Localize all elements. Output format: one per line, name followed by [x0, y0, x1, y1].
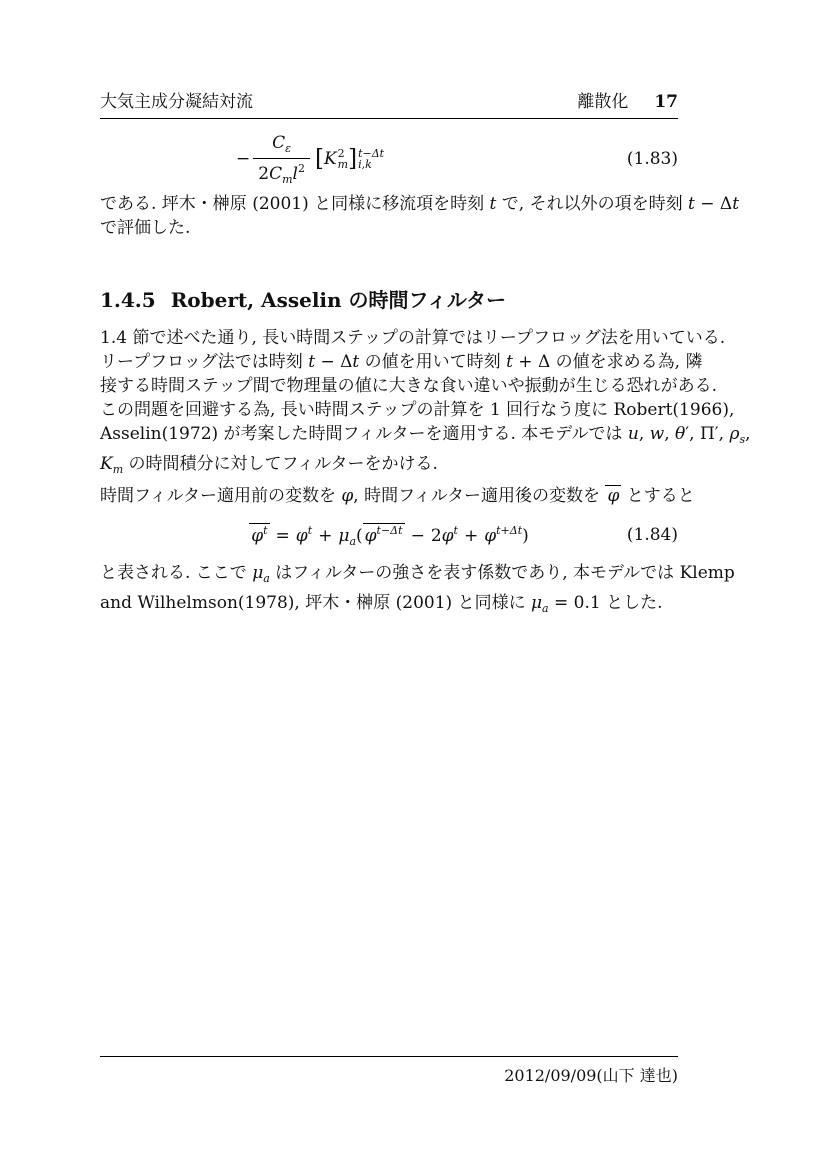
coefficient-two: 2	[430, 525, 442, 546]
section-title: Robert, Asselin の時間フィルター	[170, 288, 507, 312]
phi-variable: φ	[251, 525, 264, 546]
filtered-phi-lhs	[249, 523, 269, 547]
k-variable: K	[323, 149, 337, 169]
plus-sign: +	[318, 525, 333, 546]
phi-superscript: t	[263, 523, 268, 537]
k-superscript: 2	[337, 147, 345, 160]
text-line: and Wilhelmson(1978), 坪木・榊原 (2001) と同様に $\mu_a = 0.1$ とした.	[100, 593, 663, 615]
paragraph-evaluation	[100, 192, 740, 240]
header-page-number: 17	[654, 92, 678, 112]
index-subscript: i,k	[358, 158, 372, 171]
header-right	[577, 87, 678, 112]
phi-superscript: t−Δt	[376, 523, 403, 537]
text-line: リープフロッグ法では時刻 t − Δt の値を用いて時刻 t + Δ の値を求める為, 隣	[100, 352, 703, 372]
fraction-denominator: $2C_ml^2$	[253, 158, 310, 186]
mu-coefficient: μ	[338, 525, 350, 546]
phi-variable: φ	[441, 525, 454, 546]
bracket-scripts	[358, 148, 384, 170]
k-variable-scripts	[338, 148, 348, 170]
equation-1-83	[100, 132, 678, 186]
paragraph-mu-coefficient	[100, 561, 735, 621]
filtered-phi-prev	[363, 523, 405, 547]
section-heading-1-4-5	[100, 284, 506, 313]
phi-variable: φ	[484, 525, 497, 546]
phi-superscript: t	[453, 523, 458, 537]
mu-subscript: a	[349, 534, 356, 548]
phi-variable: φ	[364, 525, 377, 546]
text-line: $K_m$ の時間積分に対してフィルターをかける.	[100, 454, 438, 476]
text-line: この問題を回避する為, 長い時間ステップの計算を 1 回行なう度に Robert(1966),	[100, 400, 735, 420]
text-line: Asselin(1972) が考案した時間フィルターを適用する. 本モデルでは u, w, θ′, Π′, $\rho_s$,	[100, 424, 751, 446]
phi-variable: φ	[295, 525, 308, 546]
page-header	[100, 87, 678, 119]
text-line: と表される. ここで $\mu_a$ はフィルターの強さを表す係数であり, 本モデルでは Klemp	[100, 563, 735, 585]
close-paren: )	[522, 525, 529, 546]
equals-sign: =	[275, 525, 290, 546]
header-section-title: 離散化	[577, 92, 629, 112]
text-line: 1.4 節で述べた通り, 長い時間ステップの計算ではリープフロッグ法を用いている.	[100, 328, 726, 348]
equation-1-84	[100, 514, 678, 556]
text-line: 時間フィルター適用前の変数を φ, 時間フィルター適用後の変数を φ とすると	[100, 486, 695, 506]
plus-sign: +	[463, 525, 479, 546]
equation-1-84-body	[249, 523, 529, 548]
phi-superscript: t	[307, 523, 313, 537]
open-paren: (	[356, 525, 363, 546]
header-left-title: 大気主成分凝結対流	[100, 92, 253, 112]
k-subscript: m	[337, 158, 349, 171]
equation-number-184: (1.84)	[626, 525, 678, 545]
text-line: 接する時間ステップ間で物理量の値に大きな食い違いや振動が生じる恐れがある.	[100, 376, 718, 396]
phi-superscript: t+Δt	[496, 523, 523, 537]
section-number: 1.4.5	[100, 288, 156, 312]
paragraph-leapfrog	[100, 326, 751, 482]
close-bracket: ]	[348, 145, 358, 172]
paragraph-filter-intro	[100, 484, 710, 508]
text-line: である. 坪木・榊原 (2001) と同様に移流項を時刻 t で, それ以外の項を時刻 t − Δt	[100, 194, 740, 214]
footer-date-author: 2012/09/09(山下 達也)	[504, 1066, 678, 1085]
page-footer	[100, 1056, 678, 1086]
text-line: で評価した.	[100, 218, 191, 238]
minus-sign: −	[410, 525, 425, 546]
fraction	[253, 133, 310, 186]
minus-sign: −	[236, 149, 251, 169]
open-bracket: [	[314, 145, 324, 172]
fraction-numerator: $C_\varepsilon$	[272, 132, 292, 155]
time-superscript: t−Δt	[358, 147, 385, 160]
equation-1-83-body	[236, 133, 384, 186]
equation-number-183: (1.83)	[626, 149, 678, 169]
